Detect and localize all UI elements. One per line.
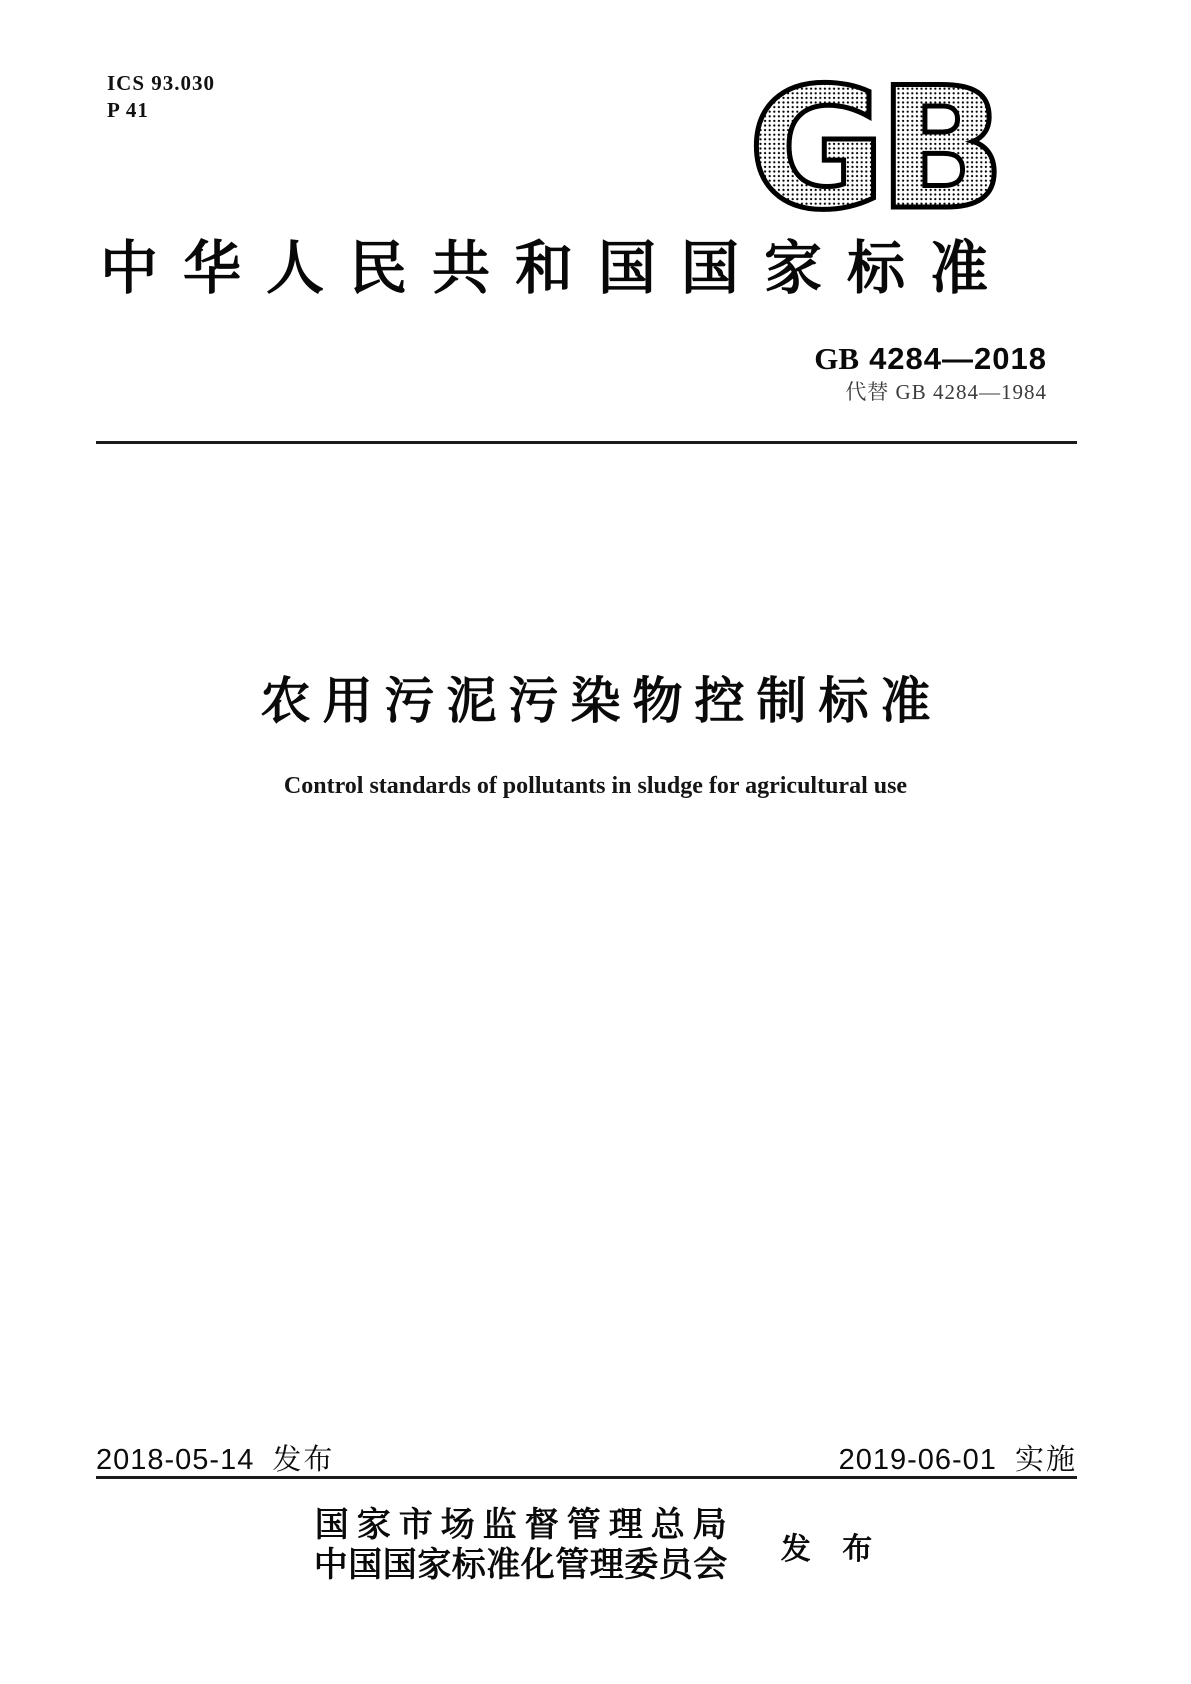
dates-row	[96, 1437, 1077, 1478]
standard-code-number: 4284—2018	[869, 341, 1047, 376]
replaces-note: 代替 GB 4284—1984	[845, 380, 1047, 404]
publish-label: 发 布	[780, 1533, 885, 1566]
gb-halftone-logo-icon	[726, 68, 1020, 220]
issue-date-group	[96, 1437, 334, 1478]
national-standard-heading: 中华人民共和国国家标准	[100, 236, 1014, 301]
issue-date: 2018-05-14	[96, 1444, 255, 1476]
issuer-names	[307, 1506, 735, 1586]
implementation-date-label: 实施	[1014, 1444, 1077, 1476]
document-title-english: Control standards of pollutants in sludge for agricultural use	[283, 773, 908, 799]
classification-block	[107, 70, 215, 124]
issuer-authority-1: 国家市场监督管理总局	[314, 1507, 735, 1544]
standard-code-prefix: GB	[814, 341, 860, 376]
implementation-date: 2019-06-01	[838, 1444, 997, 1476]
gb-logo-letters: GB	[748, 68, 998, 220]
issuer-block	[0, 1506, 1191, 1586]
issuer-authority-2: 中国国家标准化管理委员会	[313, 1547, 728, 1584]
implementation-date-group	[839, 1437, 1077, 1478]
bottom-divider-rule	[96, 1476, 1077, 1479]
standard-code	[814, 341, 1047, 377]
top-divider-rule	[96, 441, 1077, 444]
issue-date-label: 发布	[272, 1444, 335, 1476]
ics-code: ICS 93.030	[107, 71, 216, 95]
document-title-chinese: 农用污泥污染物控制标准	[260, 673, 943, 729]
doc-class-code: P 41	[107, 98, 149, 122]
